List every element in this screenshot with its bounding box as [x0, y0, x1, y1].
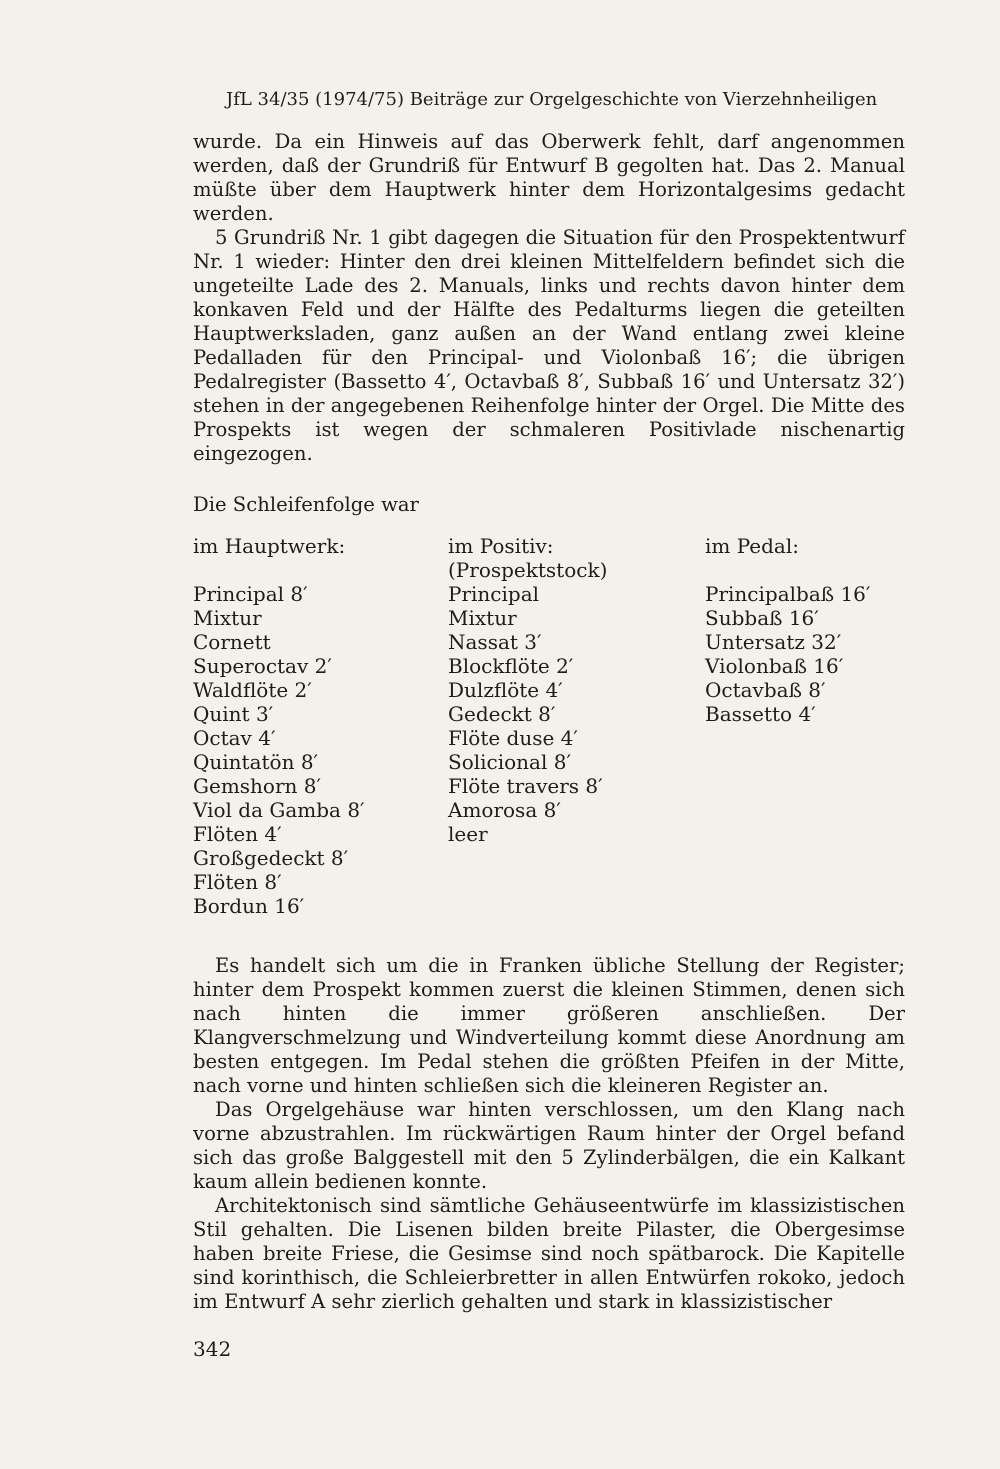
- paragraph: wurde. Da ein Hinweis auf das Oberwerk fehlt, darf angenommen werden, daß der Grundriß für Entwurf B gegolten hat. Das 2. Manual müßte über dem Hauptwerk hinter dem Horizontalgesims gedacht werden.: [193, 130, 905, 225]
- text-block-bottom: [193, 954, 905, 1314]
- paragraph: Das Orgelgehäuse war hinten verschlossen, um den Klang nach vorne abzustrahlen. Im rückwärtigen Raum hinter der Orgel befand sich das große Balggestell mit den 5 Zylinderbälgen, die ein Kalkant kaum allein bedienen konnte.: [193, 1098, 905, 1193]
- stop-list: [705, 582, 870, 726]
- stop-item: Solicional 8′: [448, 750, 571, 774]
- stop-item: Viol da Gamba 8′: [193, 798, 365, 822]
- stop-item: Violonbaß 16′: [705, 654, 844, 678]
- paragraph: Architektonisch sind sämtliche Gehäuseentwürfe im klassizistischen Stil gehalten. Die Lisenen bilden breite Pilaster, die Obergesimse haben breite Friese, die Gesimse sind noch spätbarock. Die Kapitelle sind korinthisch, die Schleierbretter in allen Entwürfen rokoko, jedoch im Entwurf A sehr zierlich gehalten und stark in klassizistischer: [193, 1194, 905, 1313]
- column-pedal: [705, 534, 870, 726]
- stop-item: Octav 4′: [193, 726, 276, 750]
- column-positiv: [448, 534, 607, 846]
- stop-item: Untersatz 32′: [705, 630, 842, 654]
- paragraph: Die Schleifenfolge war: [193, 493, 419, 516]
- list-intro: [193, 493, 905, 517]
- stop-item: Waldflöte 2′: [193, 678, 312, 702]
- stop-item: Bordun 16′: [193, 894, 305, 918]
- column-heading: im Positiv:: [448, 534, 554, 558]
- stop-item: Gemshorn 8′: [193, 774, 322, 798]
- stop-item: Flöte travers 8′: [448, 774, 603, 798]
- stop-item: leer: [448, 822, 488, 846]
- paragraph: 5 Grundriß Nr. 1 gibt dagegen die Situation für den Prospektentwurf Nr. 1 wieder: Hinter den drei kleinen Mittelfeldern befindet sich die ungeteilte Lade des 2. Manuals, links und rechts davon hinter dem konkaven Feld und der Hälfte des Pedalturms liegen die geteilten Hauptwerksladen, ganz außen an der Wand entlang zwei kleine Pedalladen für den Principal- und Violonbaß 16′; die übrigen Pedalregister (Bassetto 4′, Octavbaß 8′, Subbaß 16′ und Untersatz 32′) stehen in der angegebenen Reihenfolge hinter der Orgel. Die Mitte des Prospekts ist wegen der schmaleren Positivlade nischenartig eingezogen.: [193, 226, 905, 465]
- paragraph: Es handelt sich um die in Franken übliche Stellung der Register; hinter dem Prospekt kommen zuerst die kleinen Stimmen, denen sich nach hinten die immer größeren anschließen. Der Klangverschmelzung und Windverteilung kommt diese Anordnung am besten entgegen. Im Pedal stehen die größten Pfeifen in der Mitte, nach vorne und hinten schließen sich die kleineren Register an.: [193, 954, 905, 1097]
- column-subheading: (Prospektstock): [448, 558, 608, 582]
- stop-item: Nassat 3′: [448, 630, 542, 654]
- stop-item: Gedeckt 8′: [448, 702, 556, 726]
- stop-item: Principal: [448, 582, 540, 606]
- stop-item: Superoctav 2′: [193, 654, 332, 678]
- stop-item: Großgedeckt 8′: [193, 846, 349, 870]
- column-hauptwerk: [193, 534, 365, 918]
- column-heading: im Pedal:: [705, 534, 799, 558]
- stop-item: Blockflöte 2′: [448, 654, 574, 678]
- page-number: 342: [193, 1337, 232, 1361]
- stop-item: Principal 8′: [193, 582, 308, 606]
- stop-item: Subbaß 16′: [705, 606, 819, 630]
- stop-item: Flöten 4′: [193, 822, 282, 846]
- stop-item: Dulzflöte 4′: [448, 678, 563, 702]
- stop-item: Octavbaß 8′: [705, 678, 826, 702]
- stop-list: [448, 582, 607, 846]
- stop-item: Mixtur: [193, 606, 262, 630]
- stop-item: Quint 3′: [193, 702, 274, 726]
- stop-list: [193, 582, 365, 918]
- running-head: JfL 34/35 (1974/75) Beiträge zur Orgelgeschichte von Vierzehnheiligen: [226, 89, 878, 110]
- stop-item: Quintatön 8′: [193, 750, 319, 774]
- stop-item: Flöten 8′: [193, 870, 282, 894]
- stop-item: Amorosa 8′: [448, 798, 561, 822]
- stop-item: Flöte duse 4′: [448, 726, 578, 750]
- column-heading: im Hauptwerk:: [193, 534, 346, 558]
- stop-item: Principalbaß 16′: [705, 582, 871, 606]
- stop-item: Bassetto 4′: [705, 702, 816, 726]
- stop-item: Mixtur: [448, 606, 517, 630]
- text-block-top: [193, 130, 905, 466]
- stop-item: Cornett: [193, 630, 271, 654]
